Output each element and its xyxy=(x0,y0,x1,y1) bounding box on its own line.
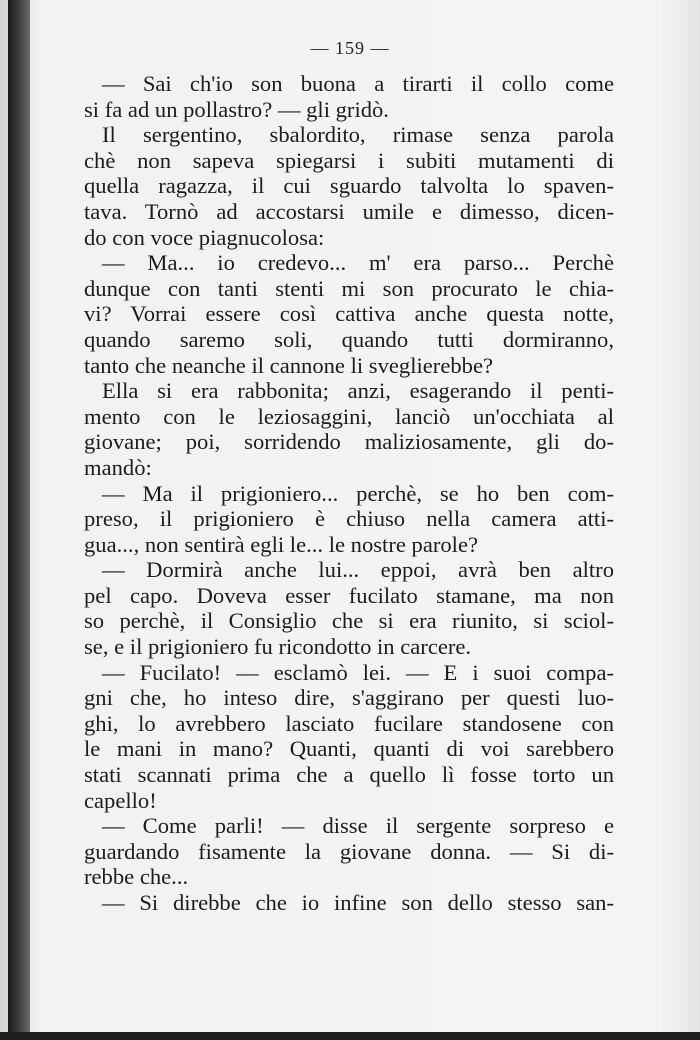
text-line: pel capo. Doveva esser fucilato stamane, ma non xyxy=(84,582,614,608)
book-spine-shadow xyxy=(8,0,30,1040)
text-line: so perchè, il Consiglio che si era riunito, si sciol- xyxy=(84,608,614,634)
page-bottom-edge xyxy=(0,1032,700,1040)
body-text xyxy=(84,71,614,916)
text-line: rebbe che... xyxy=(84,864,189,890)
text-line: stati scannati prima che a quello lì fosse torto un xyxy=(84,762,614,788)
text-line: — Ma... io credevo... m' era parso... Perchè xyxy=(102,250,614,276)
text-line: quando saremo soli, quando tutti dormiranno, xyxy=(84,326,614,352)
text-line: Ella si era rabbonita; anzi, esagerando il penti- xyxy=(102,378,614,404)
text-line: mento con le leziosaggini, lanciò un'occhiata al xyxy=(84,403,614,429)
text-line: le mani in mano? Quanti, quanti di voi sarebbero xyxy=(84,736,614,762)
text-line: preso, il prigioniero è chiuso nella camera atti- xyxy=(84,506,614,532)
text-line: vi? Vorrai essere così cattiva anche questa notte, xyxy=(84,301,614,327)
text-line: tava. Tornò ad accostarsi umile e dimesso, dicen- xyxy=(84,198,614,224)
text-line: — Ma il prigioniero... perchè, se ho ben com- xyxy=(102,480,614,506)
text-line: giovane; poi, sorridendo maliziosamente, gli do- xyxy=(84,429,614,455)
text-line: guardando fisamente la giovane donna. — Si di- xyxy=(84,838,614,864)
text-line: ghi, lo avrebbero lasciato fucilare standosene con xyxy=(84,710,614,736)
text-line: mandò: xyxy=(84,454,152,480)
text-line: si fa ad un pollastro? — gli gridò. xyxy=(84,96,389,122)
text-line: chè non sapeva spiegarsi i subiti mutamenti di xyxy=(84,147,614,173)
text-line: — Sai ch'io son buona a tirarti il collo come xyxy=(102,71,614,96)
text-line: capello! xyxy=(84,787,157,813)
text-line: quella ragazza, il cui sguardo talvolta lo spaven- xyxy=(84,173,614,199)
page-number: — 159 — xyxy=(310,38,390,58)
text-line: se, e il prigioniero fu ricondotto in carcere. xyxy=(84,634,472,660)
text-line: gni che, ho inteso dire, s'aggirano per questi luo- xyxy=(84,685,614,711)
text-line: gua..., non sentirà egli le... le nostre parole? xyxy=(84,531,479,557)
text-line: dunque con tanti stenti mi son procurato le chia- xyxy=(84,275,614,301)
text-line: — Dormirà anche lui... eppoi, avrà ben altro xyxy=(102,557,614,583)
text-line: — Fucilato! — esclamò lei. — E i suoi compa- xyxy=(102,659,614,685)
text-line: tanto che neanche il cannone li sveglierebbe? xyxy=(84,352,494,378)
text-line: — Come parli! — disse il sergente sorpreso e xyxy=(102,813,614,839)
text-line: Il sergentino, sbalordito, rimase senza parola xyxy=(102,122,614,148)
text-line: do con voce piagnucolosa: xyxy=(84,224,325,250)
text-line: — Si direbbe che io infine son dello stesso san- xyxy=(102,890,614,915)
